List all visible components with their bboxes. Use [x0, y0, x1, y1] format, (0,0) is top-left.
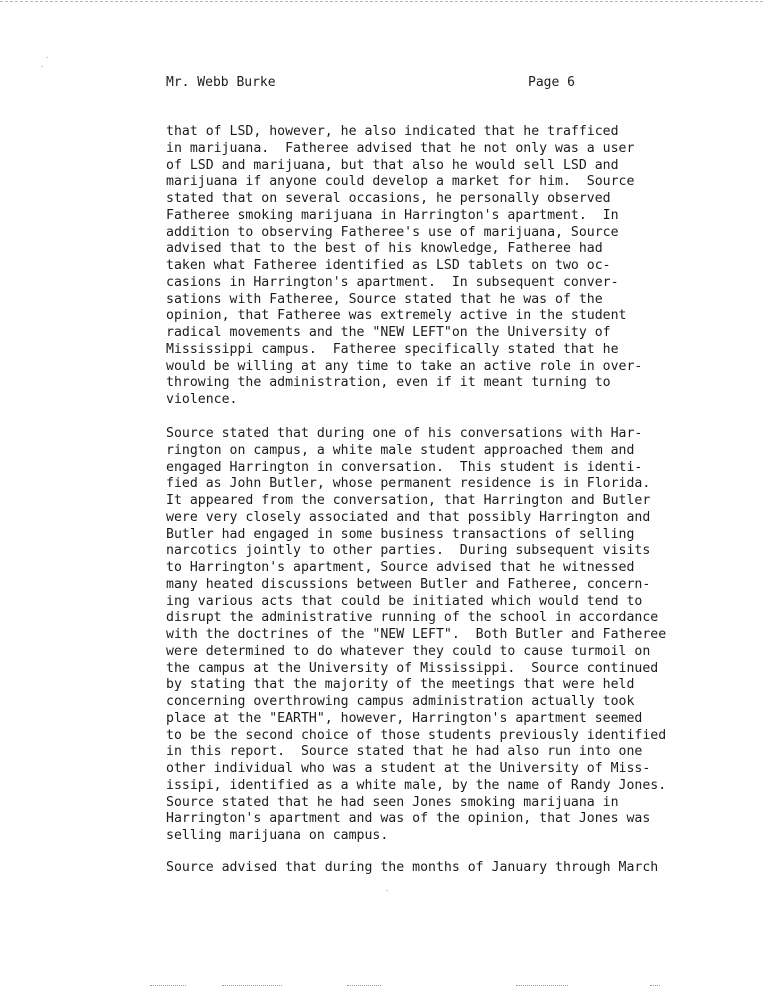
text-line: Harrington's apartment and was of the opinion, that Jones was: [166, 811, 651, 827]
paragraph-2: [166, 426, 666, 845]
text-line: It appeared from the conversation, that Harrington and Butler: [166, 493, 651, 508]
text-line: would be willing at any time to take an active role in over-: [166, 358, 643, 374]
text-line: many heated discussions between Butler and Fatheree, concern-: [166, 576, 651, 592]
text-line: selling marijuana on campus.: [166, 828, 389, 843]
text-line: in this report. Source stated that he had also run into one: [166, 744, 643, 760]
paragraph-1: [166, 124, 642, 409]
scan-artifact-line: [347, 985, 381, 986]
page-top-edge: [0, 1, 763, 2]
text-line: addition to observing Fatheree's use of marijuana, Source: [166, 224, 619, 240]
text-line: stated that on several occasions, he personally observed: [166, 191, 611, 206]
text-line: radical movements and the "NEW LEFT"on the University of: [166, 325, 611, 340]
text-line: throwing the administration, even if it meant turning to: [166, 375, 611, 391]
text-line: were very closely associated and that possibly Harrington and: [166, 509, 651, 525]
text-line: ing various acts that could be initiated which would tend to: [166, 593, 643, 609]
text-line: in marijuana. Fatheree advised that he not only was a user: [166, 140, 635, 156]
text-line: violence.: [166, 392, 238, 407]
text-line: other individual who was a student at the University of Miss-: [166, 761, 651, 776]
text-line: of LSD and marijuana, but that also he would sell LSD and: [166, 157, 619, 173]
text-line: opinion, that Fatheree was extremely active in the student: [166, 308, 627, 324]
text-line: to Harrington's apartment, Source advised that he witnessed: [166, 560, 635, 575]
paragraph-3: [166, 860, 658, 877]
scan-artifact-line: [516, 985, 568, 986]
addressee-line: Mr. Webb Burke: [166, 75, 276, 90]
scan-artifact-line: [222, 985, 282, 986]
text-line: the campus at the University of Mississippi. Source continued: [166, 660, 659, 676]
text-line: Source stated that he had seen Jones smoking marijuana in: [166, 794, 619, 810]
text-line: place at the "EARTH", however, Harrington's apartment seemed: [166, 710, 643, 726]
text-line: fied as John Butler, whose permanent residence is in Florida.: [166, 476, 651, 492]
text-line: advised that to the best of his knowledge, Fatheree had: [166, 241, 603, 257]
scan-speck: [386, 890, 388, 891]
text-line: by stating that the majority of the meetings that were held: [166, 677, 635, 693]
text-line: Mississippi campus. Fatheree specifically stated that he: [166, 341, 619, 357]
text-line: Butler had engaged in some business transactions of selling: [166, 526, 635, 542]
text-line: Source advised that during the months of January through March: [166, 860, 659, 875]
text-line: casions in Harrington's apartment. In subsequent conver-: [166, 274, 619, 290]
text-line: marijuana if anyone could develop a market for him. Source: [166, 174, 635, 190]
text-line: with the doctrines of the "NEW LEFT". Both Butler and Fatheree: [166, 627, 667, 642]
text-line: taken what Fatheree identified as LSD tablets on two oc-: [166, 258, 611, 273]
text-line: sations with Fatheree, Source stated that he was of the: [166, 291, 603, 307]
text-line: issipi, identified as a white male, by the name of Randy Jones.: [166, 777, 667, 793]
scan-speck: [41, 66, 43, 67]
text-line: that of LSD, however, he also indicated that he trafficed: [166, 124, 619, 139]
page-number: Page 6: [528, 75, 575, 90]
text-line: concerning overthrowing campus administration actually took: [166, 694, 635, 709]
scan-artifact-line: [150, 985, 186, 986]
text-line: to be the second choice of those students previously identified: [166, 727, 667, 743]
text-line: narcotics jointly to other parties. During subsequent visits: [166, 543, 651, 559]
scan-artifact-line: [650, 985, 660, 986]
text-line: disrupt the administrative running of the school in accordance: [166, 610, 659, 626]
text-line: Fatheree smoking marijuana in Harrington's apartment. In: [166, 207, 619, 223]
page-header: [166, 74, 626, 92]
text-line: rington on campus, a white male student approached them and: [166, 442, 635, 458]
text-line: were determined to do whatever they could to cause turmoil on: [166, 643, 651, 659]
text-line: engaged Harrington in conversation. This student is identi-: [166, 459, 643, 475]
scan-speck: [46, 57, 48, 58]
text-line: Source stated that during one of his conversations with Har-: [166, 426, 643, 441]
